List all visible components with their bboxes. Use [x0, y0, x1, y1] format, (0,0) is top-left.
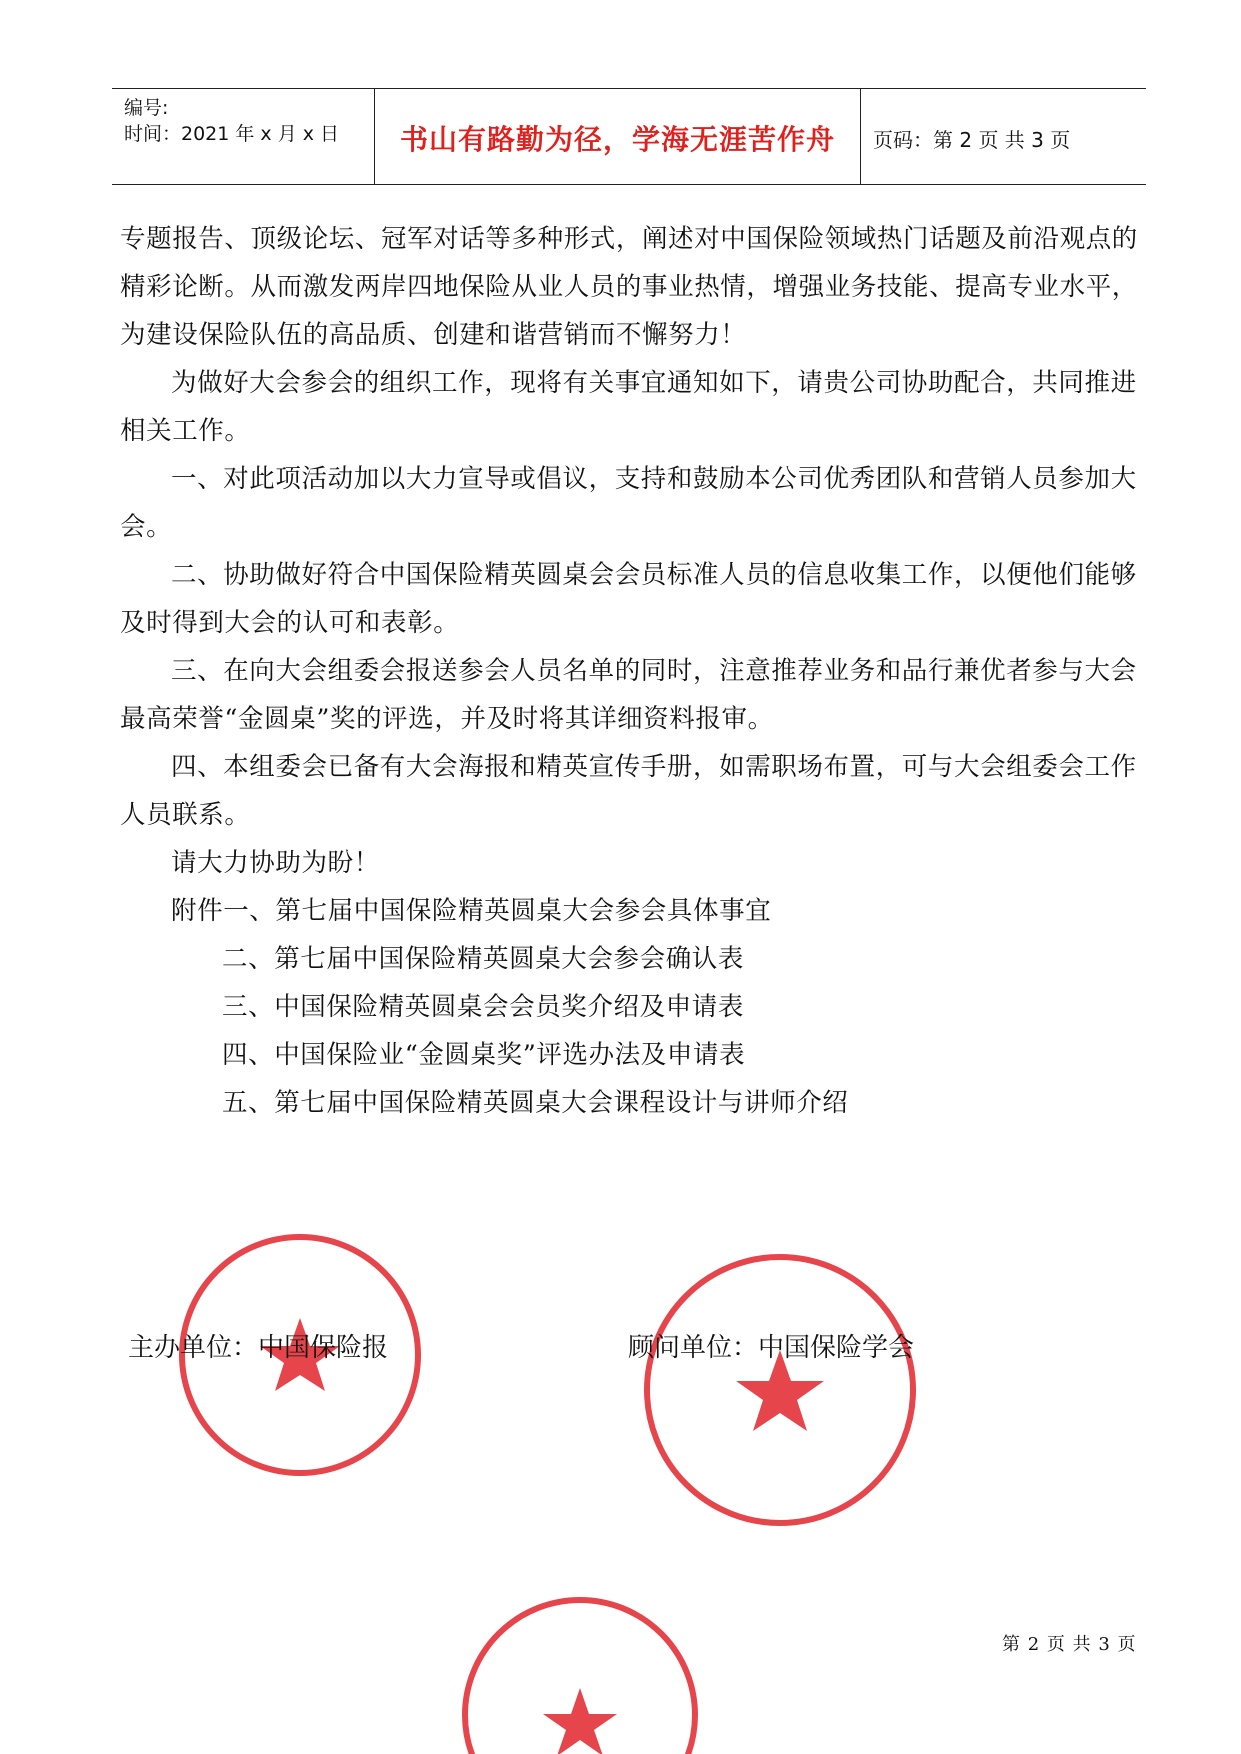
- attachment-item: 三、中国保险精英圆桌会会员奖介绍及申请表: [222, 992, 745, 1022]
- paragraph-intro-continued: 专题报告、顶级论坛、冠军对话等多种形式，阐述对中国保险领域热门话题及前沿观点的精彩论断。从而激发两岸四地保险从业人员的事业热情，增强业务技能、提高专业水平，为建设保险队伍的高品质、创建和谐营销而不懈努力！: [120, 224, 1138, 350]
- header-motto-cell: [374, 89, 861, 184]
- document-body: [120, 215, 1160, 1127]
- attachment-item: 四、中国保险业“金圆桌奖”评选办法及申请表: [222, 1040, 746, 1070]
- official-seal-insurance-society: [640, 1250, 920, 1530]
- document-header: [112, 88, 1146, 185]
- paragraph-item-1: 一、对此项活动加以大力宣导或倡议，支持和鼓励本公司优秀团队和营销人员参加大会。: [120, 464, 1137, 542]
- header-meta-cell: [112, 89, 374, 184]
- paragraph-request: 请大力协助为盼！: [171, 848, 380, 878]
- attachment-item: 附件一、第七届中国保险精英圆桌大会参会具体事宜: [171, 896, 772, 926]
- advisor-organization: 顾问单位：中国保险学会: [628, 1333, 915, 1363]
- header-page-number: 页码：第 2 页 共 3 页: [873, 128, 1071, 152]
- paragraph-item-3: 三、在向大会组委会报送参会人员名单的同时，注意推荐业务和品行兼优者参与大会最高荣誉“金圆桌”奖的评选，并及时将其详细资料报审。: [120, 656, 1137, 734]
- paragraph-notice: 为做好大会参会的组织工作，现将有关事宜通知如下，请贵公司协助配合，共同推进相关工作。: [120, 368, 1137, 446]
- host-organization: 主办单位：中国保险报: [128, 1333, 389, 1363]
- official-seal-elite-roundtable: [455, 1590, 705, 1754]
- attachment-item: 五、第七届中国保险精英圆桌大会课程设计与讲师介绍: [222, 1088, 849, 1118]
- footer-page-number: 第 2 页 共 3 页: [1002, 1634, 1137, 1655]
- attachment-item: 二、第七届中国保险精英圆桌大会参会确认表: [222, 944, 745, 974]
- header-page-cell: [861, 89, 1146, 184]
- document-date-label: 时间：2021 年 x 月 x 日: [124, 123, 340, 145]
- header-motto: 书山有路勤为径，学海无涯苦作舟: [399, 123, 835, 156]
- document-number-label: 编号:: [124, 97, 169, 119]
- paragraph-item-2: 二、协助做好符合中国保险精英圆桌会会员标准人员的信息收集工作，以便他们能够及时得到大会的认可和表彰。: [120, 560, 1137, 638]
- paragraph-item-4: 四、本组委会已备有大会海报和精英宣传手册，如需职场布置，可与大会组委会工作人员联系。: [120, 752, 1137, 830]
